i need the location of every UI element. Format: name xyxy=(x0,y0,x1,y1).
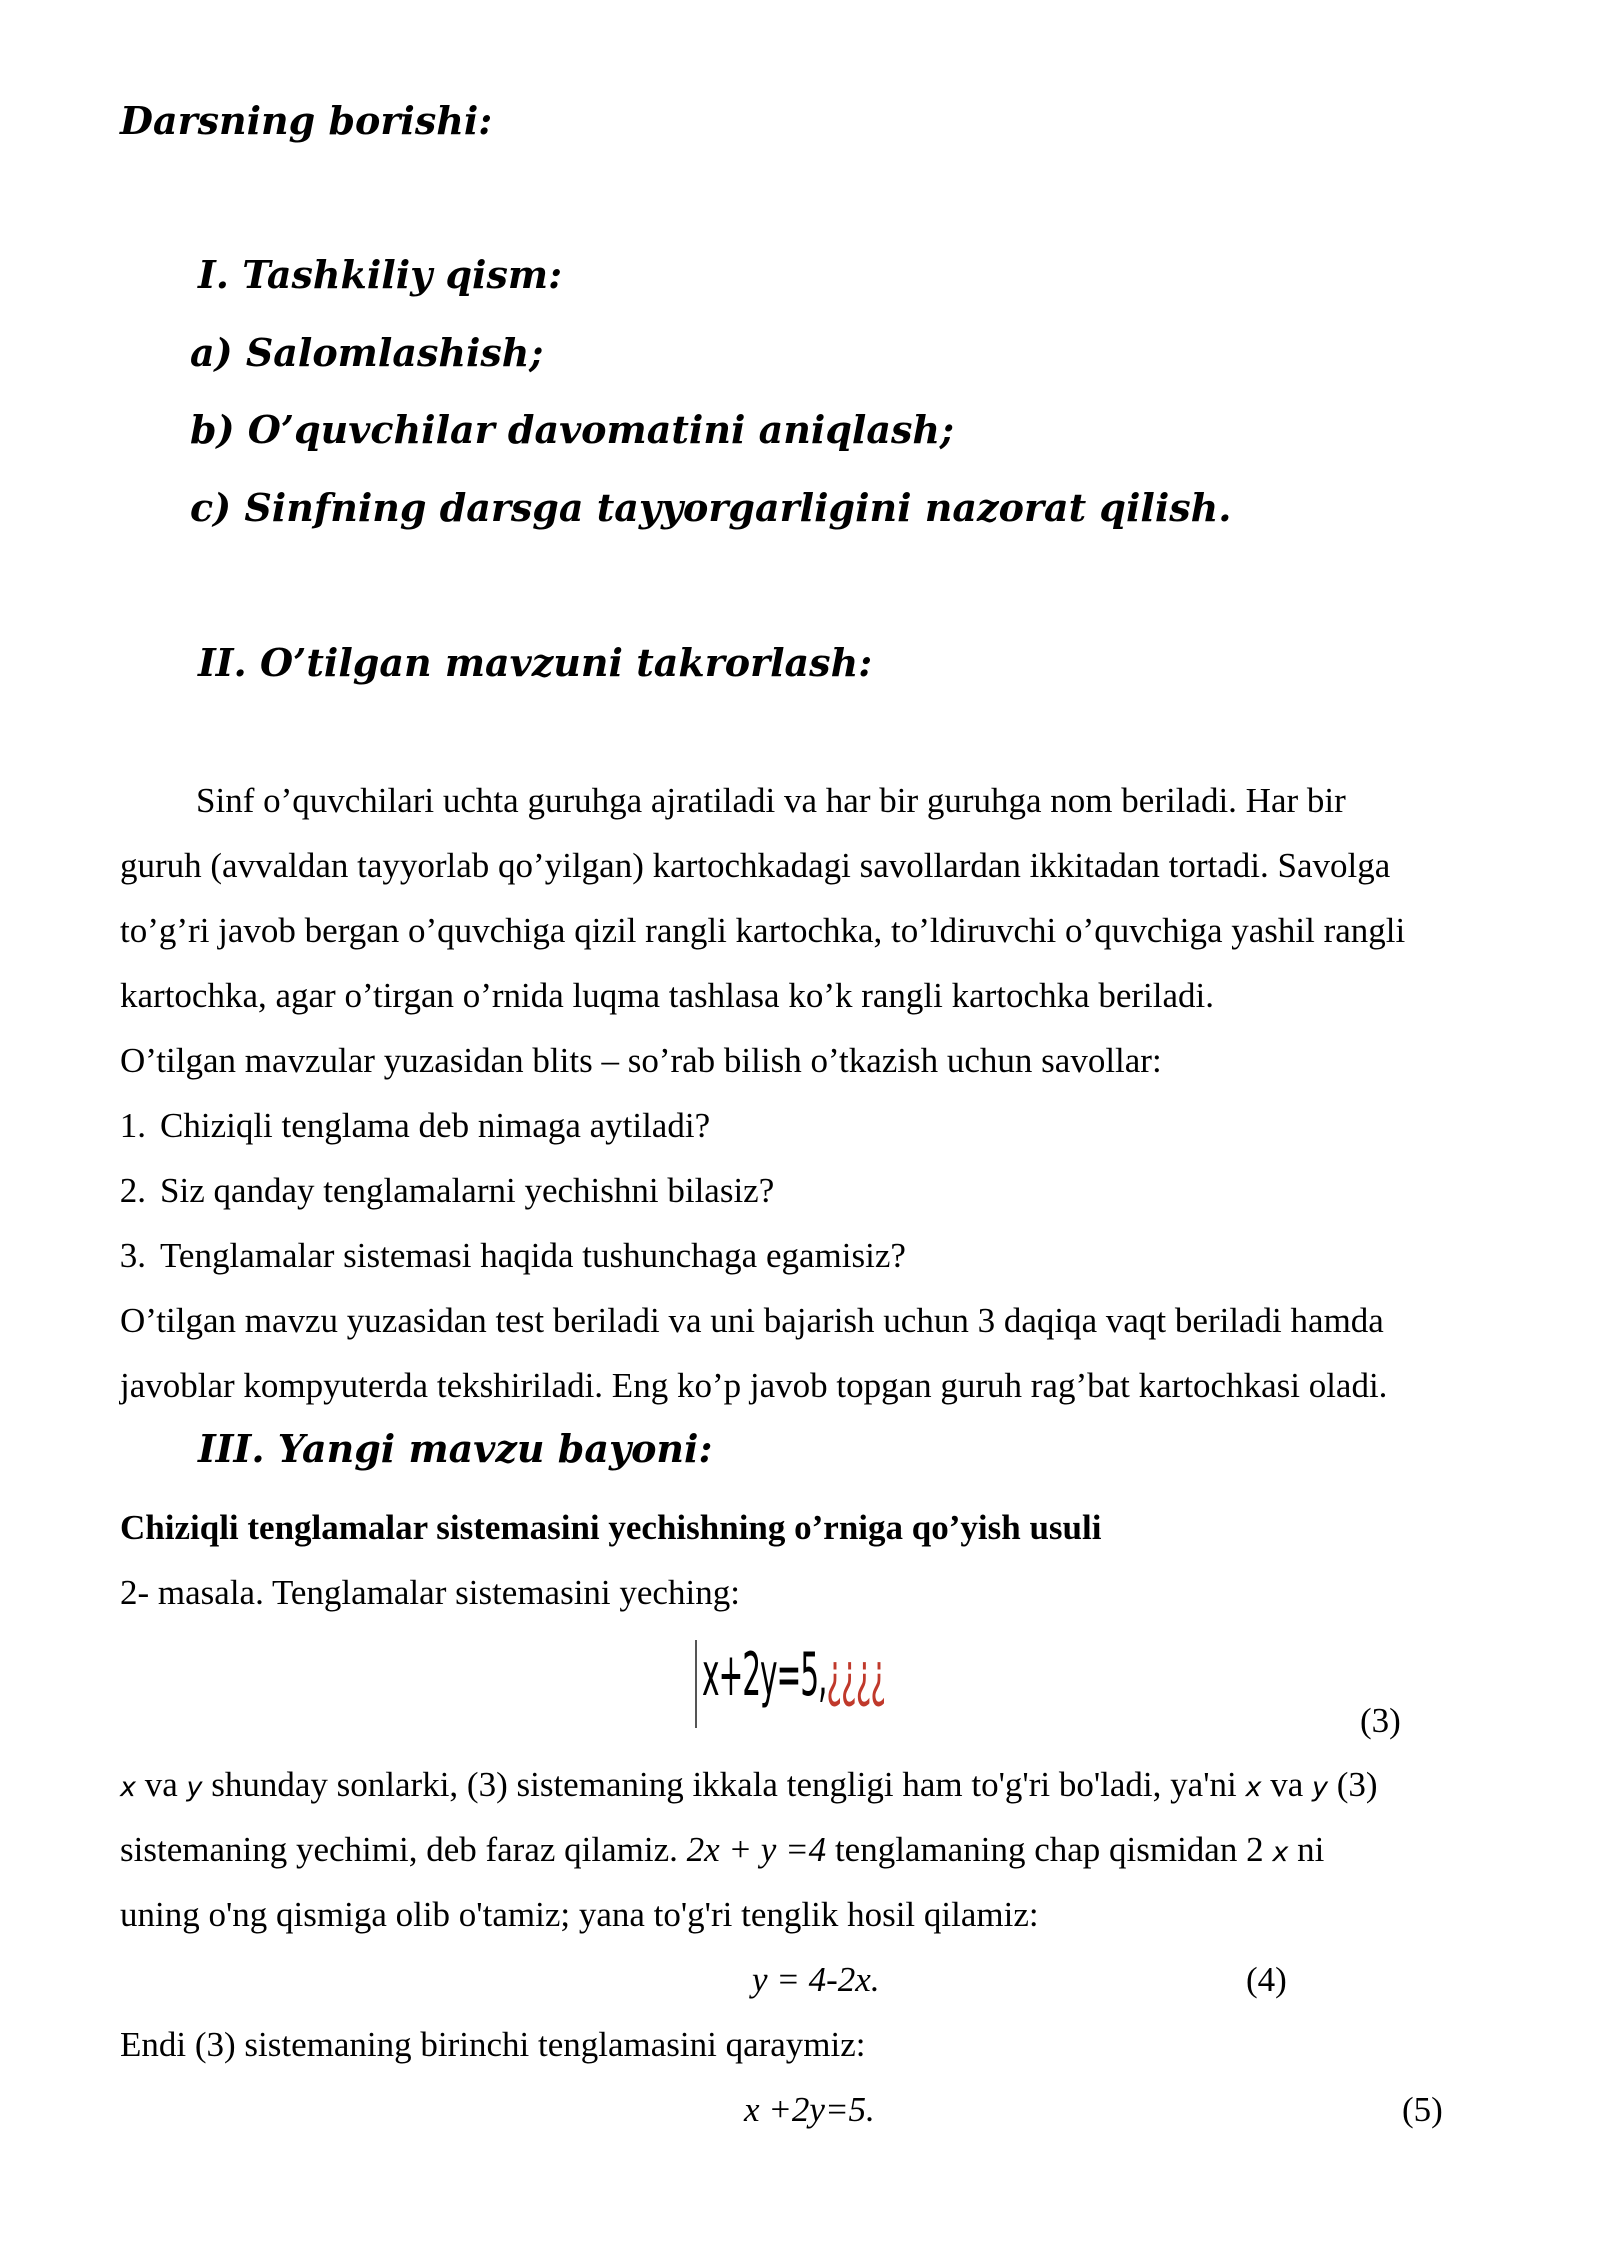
text-fragment: sistemaning yechimi, deb faraz qilamiz. xyxy=(120,1830,687,1869)
equation-system-text: x+2y=5, xyxy=(702,1640,827,1710)
equation-5: x +2y=5. xyxy=(744,2090,875,2129)
text-fragment: va xyxy=(1261,1765,1313,1804)
section-1-item-b: b) O’quvchilar davomatini aniqlash; xyxy=(190,407,954,452)
text-line-4: Endi (3) sistemaning birinchi tenglamasini qaraymiz: xyxy=(120,2025,866,2064)
problem-statement: 2- masala. Tenglamalar sistemasini yeching: xyxy=(120,1573,740,1612)
section-1-item-a: a) Salomlashish; xyxy=(190,330,544,375)
var-x: x xyxy=(1245,1772,1262,1803)
section-1-item-c: c) Sinfning darsga tayyorgarligini nazorat qilish. xyxy=(190,485,1232,530)
equation-system xyxy=(702,1640,885,1710)
question-item xyxy=(96,1223,906,1288)
section-3-subtitle: Chiziqli tenglamalar sistemasini yechishning o’rniga qo’yish usuli xyxy=(120,1508,1102,1547)
equation-4-label: (4) xyxy=(1246,1960,1287,1999)
equation-system-artifact: ¿¿¿¿ xyxy=(826,1640,886,1710)
text-fragment: ni xyxy=(1288,1830,1325,1869)
section-1-title: I. Tashkiliy qism: xyxy=(198,252,563,297)
text-fragment: (3) xyxy=(1328,1765,1378,1804)
section-3-title: III. Yangi mavzu bayoni: xyxy=(198,1426,713,1471)
section-2-para-line-1: Sinf o’quvchilari uchta guruhga ajratiladi va har bir guruhga nom beriladi. Har bir xyxy=(196,781,1346,820)
text-line-2 xyxy=(120,1817,1324,1885)
section-2-para-line-4: kartochka, agar o’tirgan o’rnida luqma tashlasa ko’k rangli kartochka beriladi. xyxy=(120,976,1215,1015)
test-line-1: O’tilgan mavzu yuzasidan test beriladi va uni bajarish uchun 3 daqiqa vaqt beriladi hamda xyxy=(120,1301,1384,1340)
var-x: x xyxy=(120,1772,136,1803)
page-heading: Darsning borishi: xyxy=(120,98,493,143)
question-text: Chiziqli tenglama deb nimaga aytiladi? xyxy=(160,1106,711,1145)
inline-equation: 2x + y =4 xyxy=(686,1830,827,1869)
system-brace xyxy=(695,1640,697,1728)
text-fragment: tenglamaning chap qismidan 2 xyxy=(826,1830,1273,1869)
equation-4: y = 4-2x. xyxy=(752,1960,880,1999)
equation-5-label: (5) xyxy=(1402,2090,1443,2129)
section-2-title: II. O’tilgan mavzuni takrorlash: xyxy=(198,640,873,685)
var-y: y xyxy=(186,1772,203,1803)
text-fragment: shunday sonlarki, (3) sistemaning ikkala tengligi ham to'g'ri bo'ladi, ya'ni xyxy=(202,1765,1246,1804)
text-line-3: uning o'ng qismiga olib o'tamiz; yana to'g'ri tenglik hosil qilamiz: xyxy=(120,1895,1039,1934)
section-2-para-line-3: to’g’ri javob bergan o’quvchiga qizil rangli kartochka, to’ldiruvchi o’quvchiga yashil rangli xyxy=(120,911,1406,950)
text-fragment: va xyxy=(135,1765,187,1804)
var-x: x xyxy=(1272,1837,1289,1868)
equation-3-label: (3) xyxy=(1360,1701,1401,1740)
question-number: 1. xyxy=(119,1106,146,1145)
question-item xyxy=(96,1093,710,1158)
section-2-para-line-2: guruh (avvaldan tayyorlab qo’yilgan) kartochkadagi savollardan ikkitadan tortadi. Savolga xyxy=(120,846,1391,885)
question-item xyxy=(96,1158,774,1223)
text-line-1 xyxy=(120,1752,1378,1820)
question-number: 3. xyxy=(119,1236,146,1275)
question-text: Siz qanday tenglamalarni yechishni bilasiz? xyxy=(160,1171,775,1210)
var-y: y xyxy=(1312,1772,1328,1803)
test-line-2: javoblar kompyuterda tekshiriladi. Eng ko’p javob topgan guruh rag’bat kartochkasi oladi. xyxy=(120,1366,1388,1405)
question-text: Tenglamalar sistemasi haqida tushunchaga egamisiz? xyxy=(160,1236,906,1275)
question-number: 2. xyxy=(119,1171,146,1210)
blitz-intro: O’tilgan mavzular yuzasidan blits – so’rab bilish o’tkazish uchun savollar: xyxy=(120,1041,1162,1080)
